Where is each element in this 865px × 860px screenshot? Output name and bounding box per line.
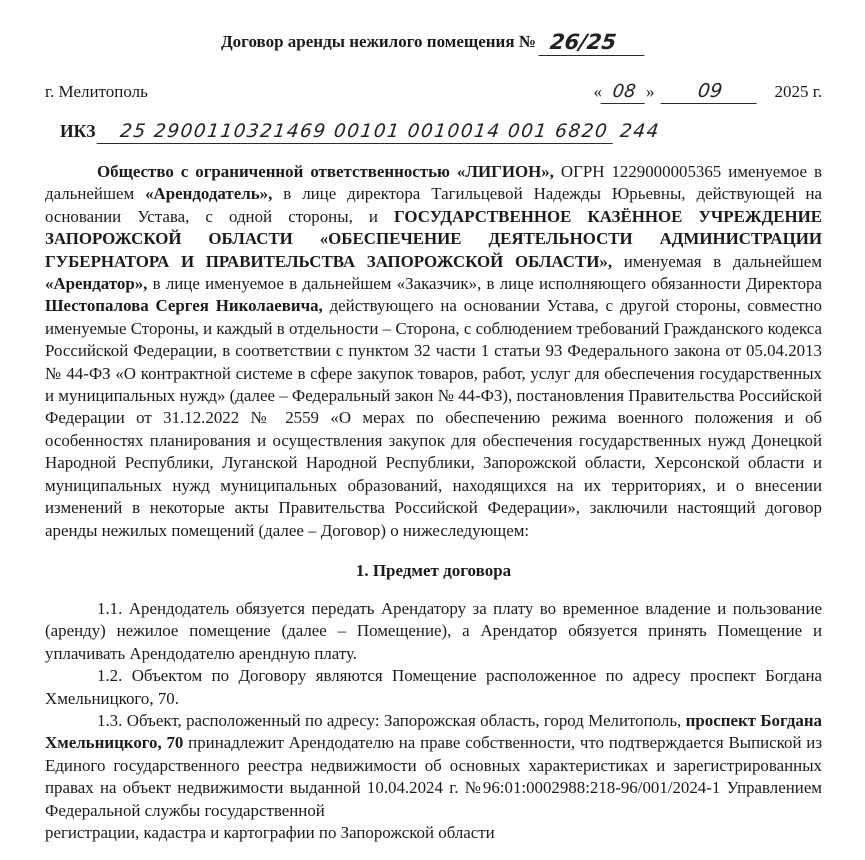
ikz-value-tail-handwritten: 244 xyxy=(618,121,661,142)
ikz-row xyxy=(45,121,822,144)
clause-1-3: 1.3. Объект, расположенный по адресу: Запорожская область, город Мелитополь, проспект Богдана Хмельницкого, 70 принадлежит Арендодателю на праве собственности, что подтверждается Выпиской из Единого государственного реестра недвижимости об основных характеристиках и зарегистрированных правах на объект недвижимости выданной 10.04.2024 г. №96:01:0002988:218-96/001/2024-1 Управлением Федеральной службы государственной xyxy=(45,710,823,820)
title-text: Договор аренды нежилого помещения № xyxy=(220,32,536,51)
clipped-bottom-line xyxy=(45,822,822,842)
contract-number-handwritten: 26/25 xyxy=(538,30,647,56)
clause-1-3-continuation: регистрации, кадастра и картографии по Запорожской области xyxy=(45,822,495,842)
document-title xyxy=(45,30,822,56)
place-date-row xyxy=(45,80,822,104)
section-1-heading: 1. Предмет договора xyxy=(355,560,512,580)
date-block xyxy=(593,80,822,104)
ikz-label: ИКЗ xyxy=(60,121,96,141)
date-month-handwritten: 09 xyxy=(661,80,760,104)
date-day-handwritten: 08 xyxy=(601,81,648,104)
preamble-paragraph: Общество с ограниченной ответственностью «ЛИГИОН», ОГРН 1229000005365 именуемое в дальнейшем «Арендодатель», в лице директора Тагильцевой Надежды Юрьевны, действующей на основании Устава, с одной стороны, и ГОСУДАРСТВЕННОЕ КАЗЁННОЕ УЧРЕЖДЕНИЕ ЗАПОРОЖСКОЙ ОБЛАСТИ «ОБЕСПЕЧЕНИЕ ДЕЯТЕЛЬНОСТИ АДМИНИСТРАЦИИ ГУБЕРНАТОРА И ПРАВИТЕЛЬСТВА ЗАПОРОЖСКОЙ ОБЛАСТИ», именуемая в дальнейшем «Арендатор», в лице именуемое в дальнейшем «Заказчик», в лице исполняющего обязанности Директора Шестопалова Сергея Николаевича, действующего на основании Устава, с другой стороны, совместно именуемые Стороны, и каждый в отдельности – Сторона, с соблюдением требований Гражданского кодекса Российской Федерации, в соответствии с пунктом 32 части 1 статьи 93 Федерального закона от 05.04.2013 № 44-ФЗ «О контрактной системе в сфере закупок товаров, работ, услуг для обеспечения государственных и муниципальных нужд» (далее – Федеральный закон № 44-ФЗ), постановления Правительства Российской Федерации от 31.12.2022 № 2559 «О мерах по обеспечению режима военного положения и об особенностях планирования и осуществления закупок для обеспечения государственных нужд Донецкой Народной Республики, Луганской Народной Республики, Запорожской области, Херсонской области и муниципальных нужд муниципальных образований, находящихся на их территориях, и о внесении изменений в некоторые акты Правительства Российской Федерации», заключили настоящий договор аренды нежилых помещений (далее – Договор) о нижеследующем: xyxy=(45,162,823,540)
clause-1-2: 1.2. Объектом по Договору являются Помещение расположенное по адресу проспект Богдана Хмельницкого, 70. xyxy=(45,666,822,708)
date-close-quote: » xyxy=(645,82,655,101)
date-open-quote: « xyxy=(593,82,602,101)
date-year: 2025 г. xyxy=(774,82,822,101)
ikz-value-handwritten: 25 2900110321469 00101 0010014 001 6820 xyxy=(96,121,615,144)
clause-1-1: 1.1. Арендодатель обязуется передать Арендатору за плату во временное владение и пользование (аренду) нежилое помещение (далее – Помещение), а Арендатор обязуется принять Помещение и уплачивать Арендодателю арендную плату. xyxy=(45,598,822,663)
city-label: г. Мелитополь xyxy=(45,82,148,101)
